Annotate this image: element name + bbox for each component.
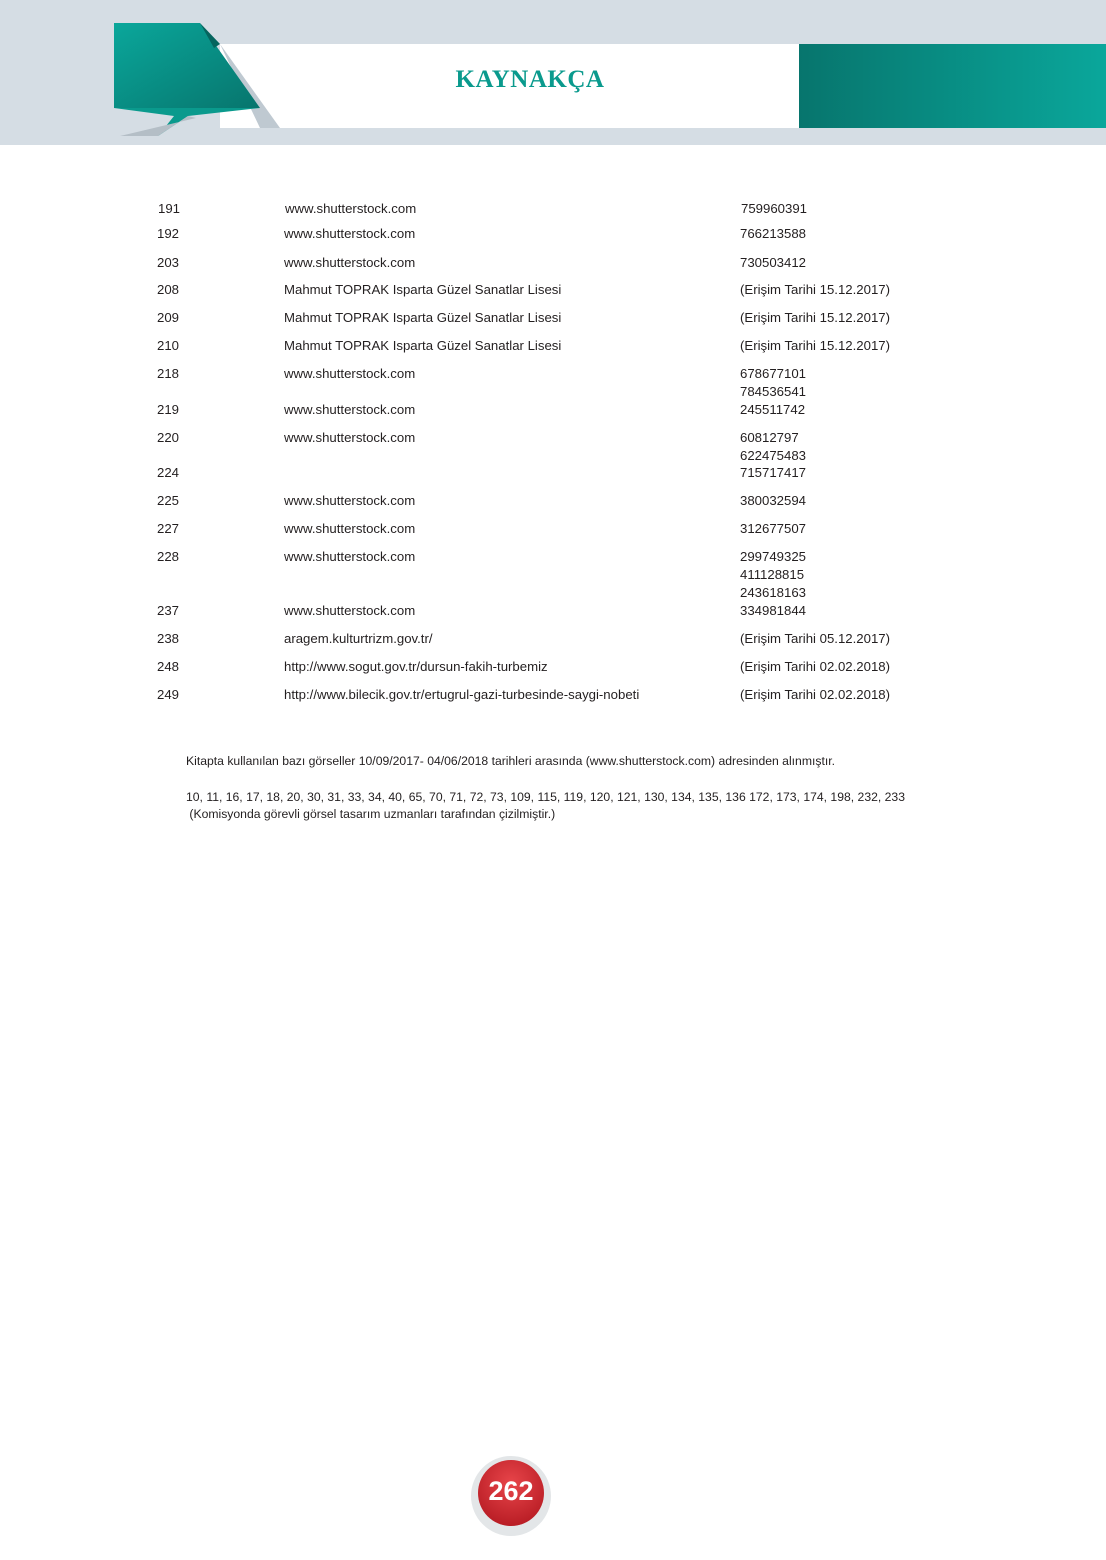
ref-id: 243618163 — [740, 585, 807, 600]
ref-source: www.shutterstock.com — [284, 493, 416, 508]
ref-id: 759960391 — [741, 201, 808, 216]
ref-id: 715717417 — [740, 465, 807, 480]
ref-id: 60812797 — [740, 430, 799, 445]
ref-id: 380032594 — [740, 493, 807, 508]
header-accent-bar — [799, 44, 1106, 128]
ref-access-date: (Erişim Tarihi 15.12.2017) — [740, 338, 891, 353]
ref-source: www.shutterstock.com — [285, 201, 417, 216]
shutterstock-note: Kitapta kullanılan bazı görseller 10/09/2017- 04/06/2018 tarihleri arasında (www.shutterstock.com) adresinden alınmıştır. — [186, 754, 835, 768]
ref-source: Mahmut TOPRAK Isparta Güzel Sanatlar Lisesi — [284, 338, 562, 353]
ref-page: 219 — [157, 402, 180, 417]
page-title: KAYNAKÇA — [455, 66, 605, 93]
ref-page: 191 — [158, 201, 181, 216]
ref-id: 784536541 — [740, 384, 807, 399]
ref-access-date: (Erişim Tarihi 15.12.2017) — [740, 282, 891, 297]
ref-page: 208 — [157, 282, 180, 297]
ref-page: 248 — [157, 659, 180, 674]
ref-id: 678677101 — [740, 366, 807, 381]
ref-id: 299749325 — [740, 549, 807, 564]
ref-page: 238 — [157, 631, 180, 646]
ref-source: http://www.sogut.gov.tr/dursun-fakih-turbemiz — [284, 659, 548, 674]
ref-source: www.shutterstock.com — [284, 366, 416, 381]
ref-id: 622475483 — [740, 448, 807, 463]
ref-page: 218 — [157, 366, 180, 381]
ref-id: 730503412 — [740, 255, 807, 270]
ref-id: 334981844 — [740, 603, 807, 618]
ref-page: 224 — [157, 465, 180, 480]
ref-source: www.shutterstock.com — [284, 402, 416, 417]
ref-access-date: (Erişim Tarihi 02.02.2018) — [740, 687, 891, 702]
ref-page: 210 — [157, 338, 180, 353]
drawn-pages-list: 10, 11, 16, 17, 18, 20, 30, 31, 33, 34, 40, 65, 70, 71, 72, 73, 109, 115, 119, 120, 121, 130, 134, 135, 136 172, 173, 174, 198, 232, 233 — [186, 790, 905, 804]
ref-access-date: (Erişim Tarihi 02.02.2018) — [740, 659, 891, 674]
ref-source: aragem.kulturtrizm.gov.tr/ — [284, 631, 433, 646]
ref-source: Mahmut TOPRAK Isparta Güzel Sanatlar Lisesi — [284, 310, 562, 325]
ref-source: Mahmut TOPRAK Isparta Güzel Sanatlar Lisesi — [284, 282, 562, 297]
ref-source: www.shutterstock.com — [284, 603, 416, 618]
ref-source: www.shutterstock.com — [284, 255, 416, 270]
commission-note: (Komisyonda görevli görsel tasarım uzmanları tarafından çizilmiştir.) — [186, 807, 556, 821]
ref-page: 225 — [157, 493, 180, 508]
ref-page: 220 — [157, 430, 180, 445]
ref-page: 237 — [157, 603, 180, 618]
ref-page: 209 — [157, 310, 180, 325]
ref-access-date: (Erişim Tarihi 15.12.2017) — [740, 310, 891, 325]
ref-page: 249 — [157, 687, 180, 702]
ref-source: http://www.bilecik.gov.tr/ertugrul-gazi-turbesinde-saygi-nobeti — [284, 687, 640, 702]
ref-id: 245511742 — [740, 402, 806, 417]
ref-id: 312677507 — [740, 521, 807, 536]
ref-source: www.shutterstock.com — [284, 226, 416, 241]
ref-source: www.shutterstock.com — [284, 521, 416, 536]
ref-page: 227 — [157, 521, 180, 536]
ref-id: 411128815 — [740, 567, 805, 582]
ribbon-icon — [100, 18, 290, 143]
ref-page: 228 — [157, 549, 180, 564]
ref-source: www.shutterstock.com — [284, 430, 416, 445]
ref-page: 203 — [157, 255, 180, 270]
ref-id: 766213588 — [740, 226, 807, 241]
ref-source: www.shutterstock.com — [284, 549, 416, 564]
ref-access-date: (Erişim Tarihi 05.12.2017) — [740, 631, 891, 646]
ref-page: 192 — [157, 226, 180, 241]
page-number: 262 — [488, 1476, 534, 1506]
